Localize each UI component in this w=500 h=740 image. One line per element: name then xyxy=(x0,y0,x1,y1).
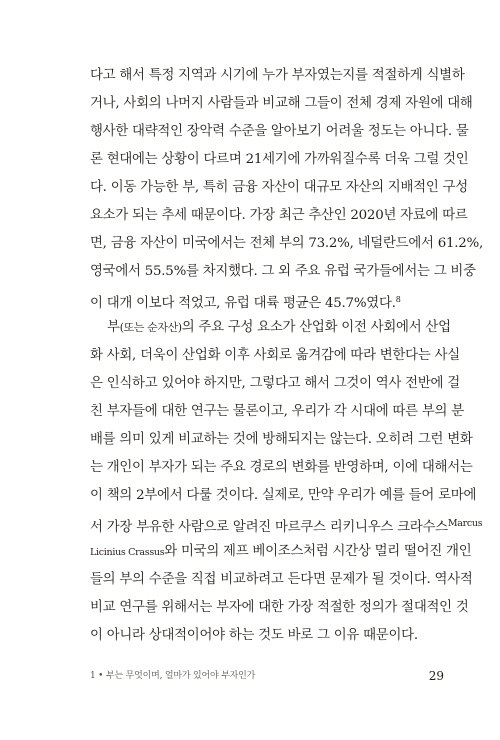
text-line: 이 아니라 상대적이어야 하는 것도 바로 그 이유 때문이다. xyxy=(90,628,418,643)
footnote-marker: 8 xyxy=(395,295,401,304)
text-word: 부 xyxy=(107,320,120,335)
text-line: 다고 해서 특정 지역과 시기에 누가 부자였는지를 적절하게 식별하 xyxy=(90,68,465,83)
text-line: 영국에서 55.5%를 차지했다. 그 외 주요 유럽 국가들에서는 그 비중 xyxy=(90,264,476,279)
text-line: 비교 연구를 위해서는 부자에 대한 가장 적절한 정의가 절대적인 것 xyxy=(90,600,469,615)
text-line: 거나, 사회의 나머지 사람들과 비교해 그들이 전체 경제 자원에 대해 xyxy=(90,96,473,111)
text-line xyxy=(90,286,444,314)
text-line xyxy=(90,314,451,342)
text-line: 배를 의미 있게 비교하는 것에 방해되지는 않는다. 오히려 그런 변화 xyxy=(90,432,473,447)
text-line xyxy=(90,510,483,538)
text-line: 화 사회, 더욱이 산업화 이후 사회로 옮겨감에 따라 변한다는 사실 xyxy=(90,348,460,363)
text-line: 면, 금융 자산이 미국에서는 전체 부의 73.2%, 네덜란드에서 61.2%, xyxy=(90,236,484,251)
text-line-content: 의 주요 구성 요소가 산업화 이전 사회에서 산업 xyxy=(181,320,451,335)
latin-name: Licinius Crassus xyxy=(90,547,165,558)
text-line-content: 와 미국의 제프 베이조스처럼 시간상 멀리 떨어진 개인 xyxy=(164,544,472,559)
page-number: 29 xyxy=(428,669,444,683)
text-line-content: 이 대개 이보다 적었고, 유럽 대륙 평균은 45.7%였다. xyxy=(90,296,396,311)
text-line: 들의 부의 수준을 직접 비교하려고 든다면 문제가 될 것이다. 역사적 xyxy=(90,572,473,587)
running-head: 1 • 부는 무엇이며, 얼마가 있어야 부자인가 xyxy=(90,671,256,681)
text-line: 요소가 되는 추세 때문이다. 가장 최근 추산인 2020년 자료에 따르 xyxy=(90,208,468,223)
page-footer xyxy=(90,668,444,684)
latin-name: Marcus xyxy=(447,518,483,529)
text-line-content: 서 가장 부유한 사람으로 알려진 마르쿠스 리키니우스 크라수스 xyxy=(90,520,448,535)
text-line: 이 책의 2부에서 다룰 것이다. 실제로, 만약 우리가 예를 들어 로마에 xyxy=(90,488,477,503)
text-line: 친 부자들에 대한 연구는 물론이고, 우리가 각 시대에 따른 부의 분 xyxy=(90,404,464,419)
text-line: 론 현대에는 상황이 다르며 21세기에 가까워질수록 더욱 그럴 것인 xyxy=(90,152,469,167)
text-line: 은 인식하고 있어야 하지만, 그렇다고 해서 그것이 역사 전반에 걸 xyxy=(90,376,460,391)
text-line xyxy=(90,538,472,566)
text-line: 는 개인이 부자가 되는 주요 경로의 변화를 반영하며, 이에 대해서는 xyxy=(90,460,473,475)
parenthetical-note: (또는 순자산) xyxy=(119,321,182,334)
text-line: 다. 이동 가능한 부, 특히 금융 자산이 대규모 자산의 지배적인 구성 xyxy=(90,180,468,195)
text-line: 행사한 대략적인 장악력 수준을 알아보기 어려울 정도는 아니다. 물 xyxy=(90,124,469,139)
